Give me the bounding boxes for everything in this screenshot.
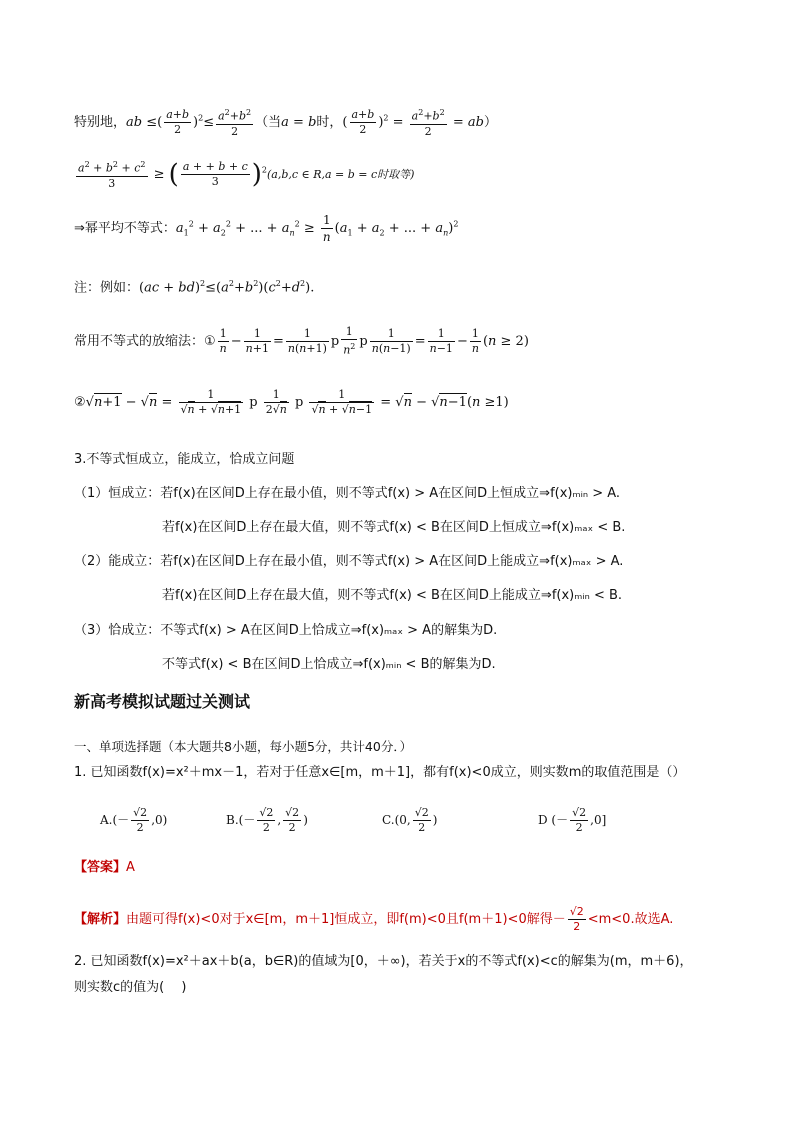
item-text: 不等式f(x) > A在区间D上恰成立⇒f(x)ₘₐₓ > A的解集为D.: [160, 623, 498, 638]
question-2-line1: 2. 已知函数f(x)=x²＋ax＋b(a，b∈R)的值域为[0，＋∞)，若关于x的不等式f(x)<c的解集为(m，m＋6)，: [74, 954, 693, 969]
option-a-label: A.(－: [100, 813, 130, 827]
paren-note-open: （当: [255, 114, 282, 130]
scaling-line-1: 常用不等式的放缩法：① $\frac{1}{n}$ − $\frac{1}{n+1}$ = $\frac{1}{n(n+1)}$ p $\frac{1}{n^2}$ p $\frac{1}{n(n-1)}$ = $\frac{1}{n-1}$ − $\frac{1}{n}$ (n ≥ 2): [74, 325, 529, 357]
option-d-label: D (－: [538, 813, 569, 827]
option-b: B.(－ $\frac{√2}{2}$ , $\frac{√2}{2}$ ): [226, 806, 308, 834]
item-text: 若f(x)在区间D上存在最小值，则不等式f(x) > A在区间D上恒成立⇒f(x)ₘᵢₙ > A.: [160, 486, 621, 501]
item-3: [74, 552, 623, 572]
note-line: 注：例如：$(ac + bd)^2\le(a^2+b^2)(c^2+d^2)$.: [74, 279, 315, 296]
scaling-line-2: ②√n+1 − √n = $\frac{1}{√n + √n+1}$ p $\frac{1}{2√n}$ p $\frac{1}{√n + √n-1}$ = √n − √n−1(n ≥1): [74, 388, 509, 416]
item-text: 若f(x)在区间D上存在最小值，则不等式f(x) > A在区间D上能成立⇒f(x)ₘₐₓ > A.: [160, 554, 624, 569]
item-text: 若f(x)在区间D上存在最大值，则不等式f(x) < B在区间D上恒成立⇒f(x)ₘₐₓ < B.: [162, 520, 626, 535]
circle-two: ②: [74, 395, 86, 410]
exam-title: 新高考模拟试题过关测试: [74, 692, 251, 711]
three-var-line: $\frac{a^2 + b^2 + c^2}{3}$ ≥ ( $\frac{a + + b + c}{3}$ )$^2$(a,b,c ∈ R,a = b = c时取等): [78, 159, 415, 190]
section3-title: 3.不等式恒成立，能成立，恰成立问题: [74, 452, 295, 467]
answer-line: [74, 858, 135, 878]
option-b-label: B.(－: [226, 813, 256, 827]
paren-note-close: ）: [483, 114, 497, 130]
item-text: 若f(x)在区间D上存在最大值，则不等式f(x) < B在区间D上能成立⇒f(x)ₘᵢₙ < B.: [162, 588, 623, 603]
item-tag: （1）恒成立：: [74, 486, 161, 501]
question-2-line2: 则实数c的值为( ): [74, 980, 187, 995]
power-mean-lead: ⇒幂平均不等式：: [74, 221, 176, 236]
item-text: 不等式f(x) < B在区间D上恰成立⇒f(x)ₘᵢₙ < B的解集为D.: [162, 657, 496, 672]
analysis-label: 【解析】: [74, 912, 127, 927]
scaling-lead: 常用不等式的放缩法：①: [74, 333, 216, 349]
note-lead: 注：例如：: [74, 280, 140, 296]
option-c-label: C.(0,: [382, 813, 411, 827]
analysis-tail: <m<0.故选A.: [587, 912, 674, 927]
answer-label: 【答案】: [74, 860, 127, 875]
analysis-text: 由题可得f(x)<0对于x∈[m，m＋1]恒成立，即f(m)<0且f(m＋1)<0解得－: [126, 912, 566, 927]
analysis-line: 【解析】由题可得f(x)<0对于x∈[m，m＋1]恒成立，即f(m)<0且f(m＋1)<0解得－ $\frac{√2}{2}$ <m<0.故选A.: [74, 905, 674, 933]
part1-heading: 一、单项选择题（本大题共8小题，每小题5分，共计40分．）: [74, 739, 413, 754]
special-case-line: 特别地，ab ≤( $\frac{a+b}{2}$ )$^2$≤ $\frac{a^2+b^2}{2}$ （当a = b时，( $\frac{a+b}{2}$ )$^2$ = $\frac{a^2+b^2}{2}$ = ab）: [74, 107, 497, 138]
option-d: D (－ $\frac{√2}{2}$ ,0]: [538, 806, 607, 834]
item-4: [162, 586, 622, 606]
question-1: 1. 已知函数f(x)=x²＋mx－1，若对于任意x∈[m，m＋1]，都有f(x)<0成立，则实数m的取值范围是（）: [74, 765, 686, 780]
special-lead: 特别地，: [74, 114, 127, 130]
item-1: [74, 484, 620, 504]
item-5: [74, 621, 497, 641]
item-6: [162, 655, 496, 675]
power-mean-line: ⇒幂平均不等式：$a_1^2 + a_2^2$ + ... + $a_n^2$ ≥ $\frac{1}{n}$ ($a_1 + a_2$ + ... + $a_n)^2$: [74, 213, 459, 244]
option-c: C.(0, $\frac{√2}{2}$ ): [382, 806, 438, 834]
item-tag: （2）能成立：: [74, 554, 161, 569]
answer-value: A: [126, 860, 135, 875]
item-tag: （3）恰成立：: [74, 623, 161, 638]
paren-note-mid: 时，: [316, 114, 343, 130]
three-var-note: (a,b,c ∈ R,a = b = c时取等): [267, 167, 415, 181]
option-a: A.(－ $\frac{√2}{2}$ ,0): [100, 806, 168, 834]
item-2: [162, 518, 625, 538]
